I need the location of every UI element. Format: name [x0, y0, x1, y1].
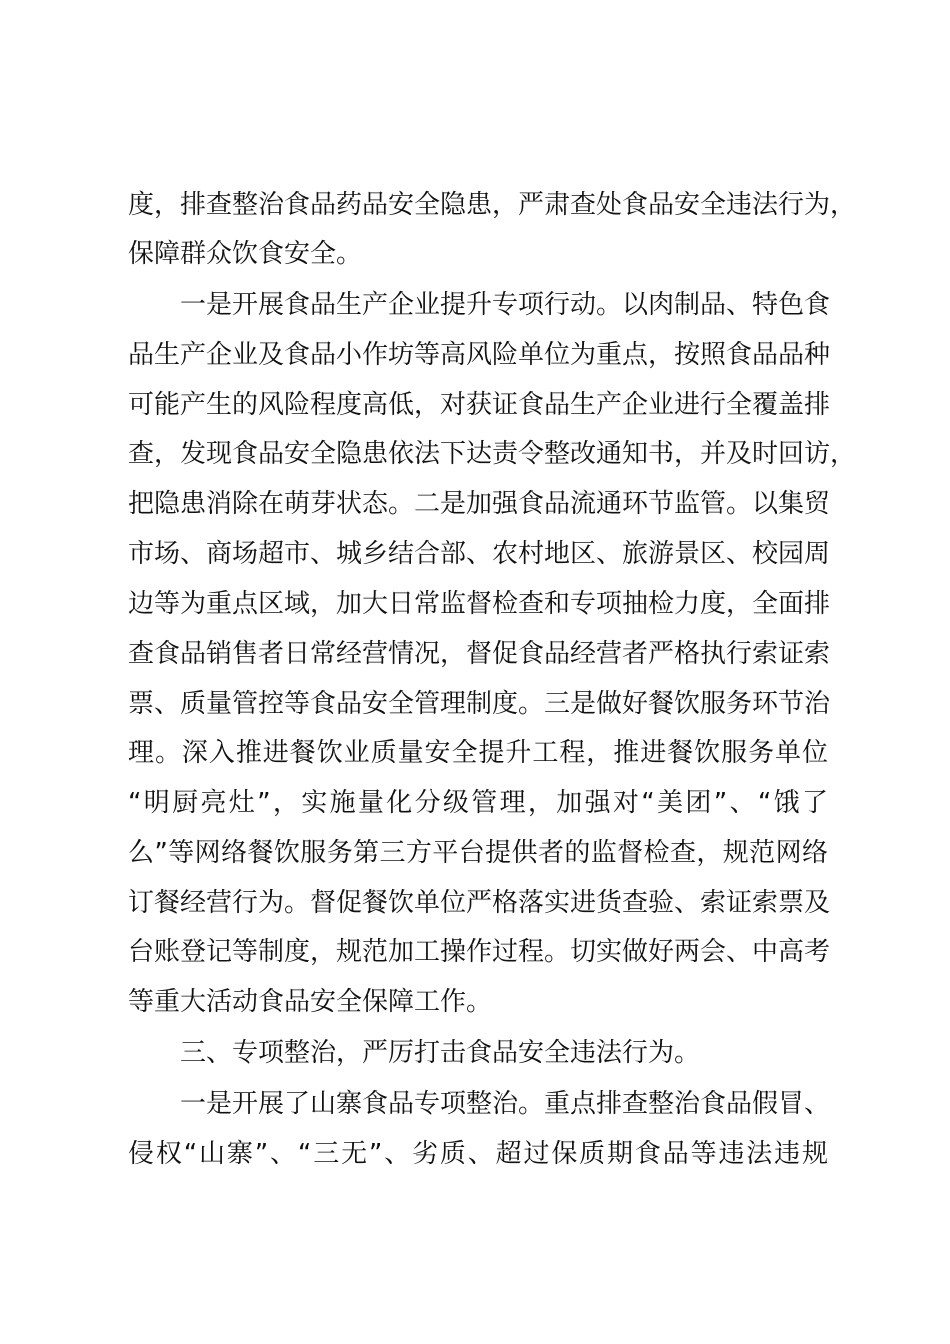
text-line: 查，发现食品安全隐患依法下达责令整改通知书，并及时回访，	[128, 439, 857, 469]
text-line: “明厨亮灶”，实施量化分级管理，加强对“美团”、“饿了	[128, 788, 828, 818]
text-line: 品生产企业及食品小作坊等高风险单位为重点，按照食品品种	[128, 340, 831, 370]
section-heading: 三、专项整治，严厉打击食品安全违法行为。	[180, 1038, 701, 1068]
text-line: 可能产生的风险程度高低，对获证食品生产企业进行全覆盖排	[128, 390, 831, 420]
text-line: 台账登记等制度，规范加工操作过程。切实做好两会、中高考	[128, 937, 831, 967]
text-line: 订餐经营行为。督促餐饮单位严格落实进货查验、索证索票及	[128, 888, 831, 918]
text-line: 票、质量管控等食品安全管理制度。三是做好餐饮服务环节治	[128, 689, 831, 719]
text-line: 度，排查整治食品药品安全隐患，严肃查处食品安全违法行为，	[128, 190, 857, 220]
text-line: 么”等网络餐饮服务第三方平台提供者的监督检查，规范网络	[128, 838, 828, 868]
text-line: 理。深入推进餐饮业质量安全提升工程，推进餐饮服务单位	[128, 738, 828, 768]
text-line: 查食品销售者日常经营情况，督促食品经营者严格执行索证索	[128, 639, 831, 669]
text-line: 把隐患消除在萌芽状态。二是加强食品流通环节监管。以集贸	[128, 489, 831, 519]
paragraph-first-line: 一是开展食品生产企业提升专项行动。以肉制品、特色食	[180, 290, 831, 320]
text-line: 等重大活动食品安全保障工作。	[128, 987, 493, 1017]
text-line: 侵权“山寨”、“三无”、劣质、超过保质期食品等违法违规	[128, 1139, 828, 1169]
text-line: 市场、商场超市、城乡结合部、农村地区、旅游景区、校园周	[128, 539, 831, 569]
paragraph-first-line: 一是开展了山寨食品专项整治。重点排查整治食品假冒、	[180, 1089, 831, 1119]
text-line: 边等为重点区域，加大日常监督检查和专项抽检力度，全面排	[128, 589, 831, 619]
text-line: 保障群众饮食安全。	[128, 239, 363, 269]
